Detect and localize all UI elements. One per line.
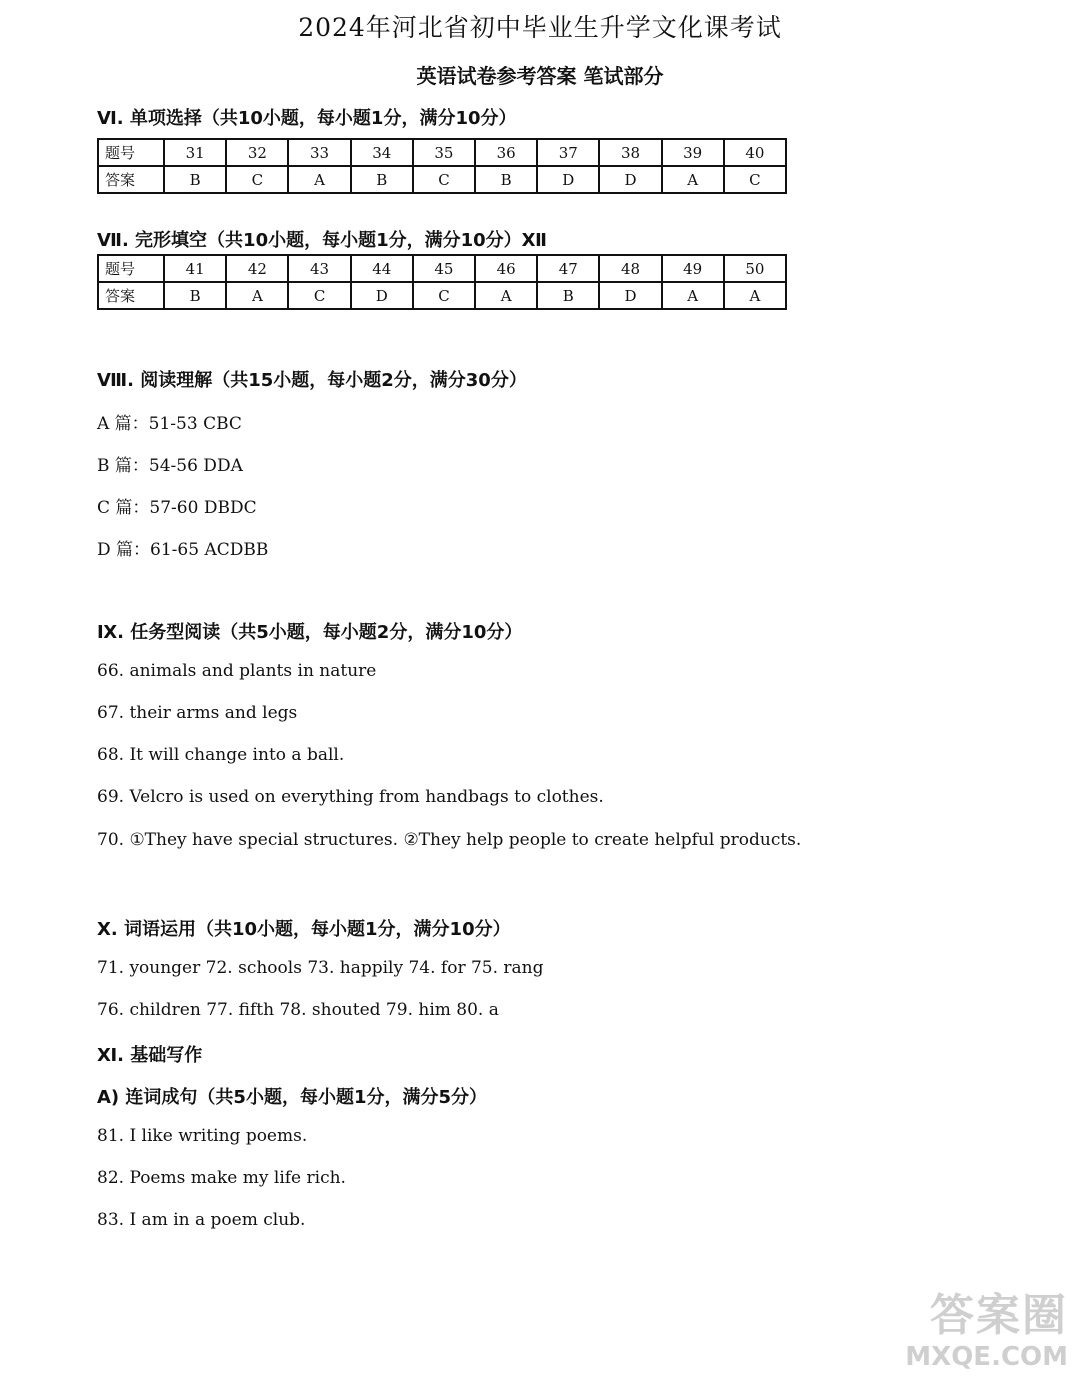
answer-line: 82. Poems make my life rich.: [97, 1168, 346, 1188]
question-number: 35: [413, 139, 475, 166]
answer-cell: B: [164, 166, 226, 193]
answer-cell: A: [724, 282, 786, 309]
answer-cell: C: [413, 282, 475, 309]
answer-cell: B: [164, 282, 226, 309]
watermark-logo-text: 答案圈: [930, 1290, 1068, 1341]
answer-line: 81. I like writing poems.: [97, 1126, 308, 1146]
question-number-row: [98, 255, 786, 282]
answer-cell: A: [288, 166, 350, 193]
question-number: 39: [662, 139, 724, 166]
answer-cell: C: [413, 166, 475, 193]
answer-line: 67. their arms and legs: [97, 703, 298, 723]
answer-cell: A: [226, 282, 288, 309]
answer-line: 76. children 77. fifth 78. shouted 79. him 80. a: [97, 1000, 499, 1020]
answer-row: [98, 166, 786, 193]
answer-cell: D: [599, 282, 661, 309]
question-number: 49: [662, 255, 724, 282]
question-number: 32: [226, 139, 288, 166]
answer-cell: B: [351, 166, 413, 193]
section-10-heading: Ⅹ. 词语运用（共10小题，每小题1分，满分10分）: [97, 919, 511, 940]
answer-line: B 篇：54-56 DDA: [97, 456, 243, 476]
answer-cell: A: [475, 282, 537, 309]
answer-line: 66. animals and plants in nature: [97, 661, 377, 681]
section-11-subheading: A) 连词成句（共5小题，每小题1分，满分5分）: [97, 1087, 487, 1108]
answer-cell: B: [475, 166, 537, 193]
row-label-answer: 答案: [98, 282, 164, 309]
question-number: 43: [288, 255, 350, 282]
section-9-heading: Ⅸ. 任务型阅读（共5小题，每小题2分，满分10分）: [97, 622, 523, 643]
question-number: 37: [537, 139, 599, 166]
section-7-heading: Ⅶ. 完形填空（共10小题，每小题1分，满分10分）Ⅻ: [97, 230, 547, 251]
page-title: 2024年河北省初中毕业生升学文化课考试: [298, 13, 782, 42]
answer-cell: D: [351, 282, 413, 309]
answer-cell: D: [599, 166, 661, 193]
answer-line: D 篇：61-65 ACDBB: [97, 540, 269, 560]
section-7-answer-table: [97, 254, 787, 310]
question-number: 46: [475, 255, 537, 282]
section-8-heading: Ⅷ. 阅读理解（共15小题，每小题2分，满分30分）: [97, 370, 527, 391]
site-watermark: [888, 1290, 1068, 1380]
question-number-row: [98, 139, 786, 166]
question-number: 34: [351, 139, 413, 166]
answer-line: 71. younger 72. schools 73. happily 74. for 75. rang: [97, 958, 544, 978]
question-number: 48: [599, 255, 661, 282]
watermark-url: MXQE.COM: [905, 1342, 1068, 1372]
question-number: 36: [475, 139, 537, 166]
answer-line: C 篇：57-60 DBDC: [97, 498, 257, 518]
answer-cell: B: [537, 282, 599, 309]
row-label-question: 题号: [98, 255, 164, 282]
answer-cell: C: [288, 282, 350, 309]
question-number: 45: [413, 255, 475, 282]
answer-line: 69. Velcro is used on everything from handbags to clothes.: [97, 787, 604, 807]
question-number: 41: [164, 255, 226, 282]
answer-cell: A: [662, 166, 724, 193]
question-number: 47: [537, 255, 599, 282]
question-number: 38: [599, 139, 661, 166]
answer-row: [98, 282, 786, 309]
question-number: 33: [288, 139, 350, 166]
question-number: 42: [226, 255, 288, 282]
answer-cell: C: [724, 166, 786, 193]
answer-line: 68. It will change into a ball.: [97, 745, 345, 765]
row-label-question: 题号: [98, 139, 164, 166]
section-11-heading: Ⅺ. 基础写作: [97, 1045, 203, 1066]
question-number: 50: [724, 255, 786, 282]
section-6-heading: Ⅵ. 单项选择（共10小题，每小题1分，满分10分）: [97, 108, 517, 129]
row-label-answer: 答案: [98, 166, 164, 193]
answer-cell: D: [537, 166, 599, 193]
answer-line: A 篇：51-53 CBC: [97, 414, 242, 434]
answer-line: 70. ①They have special structures. ②They help people to create helpful products.: [97, 830, 802, 850]
question-number: 40: [724, 139, 786, 166]
page-subtitle: 英语试卷参考答案 笔试部分: [416, 64, 664, 88]
question-number: 31: [164, 139, 226, 166]
question-number: 44: [351, 255, 413, 282]
answer-cell: A: [662, 282, 724, 309]
answer-line: 83. I am in a poem club.: [97, 1210, 306, 1230]
section-6-answer-table: [97, 138, 787, 194]
answer-cell: C: [226, 166, 288, 193]
